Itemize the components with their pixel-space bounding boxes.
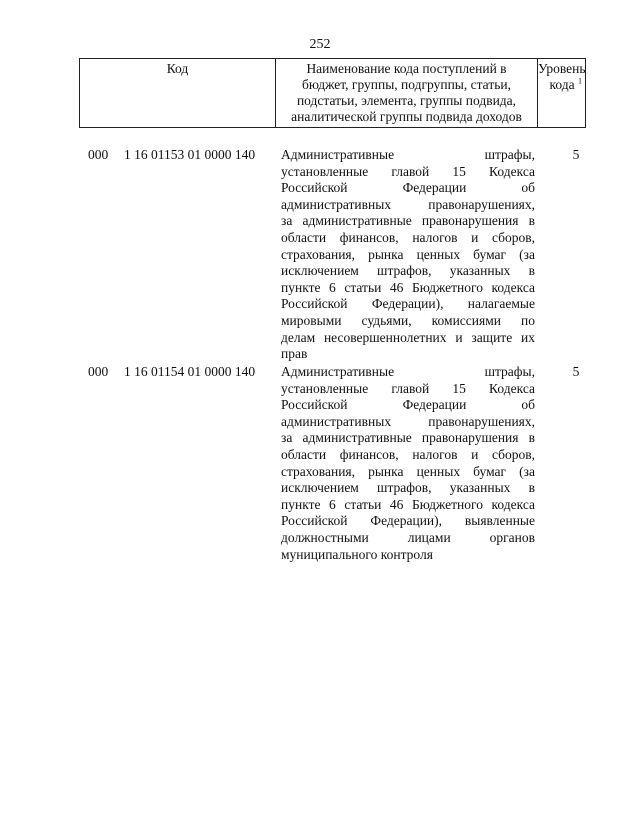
description-line: страхования, рынка ценных бумаг (за — [281, 246, 535, 262]
budget-code: 1 16 01154 01 0000 140 — [124, 364, 256, 379]
description-line: административных правонарушениях, — [281, 196, 535, 212]
description-line: Административные штрафы, — [281, 147, 535, 162]
description-line: пункте 6 статьи 46 Бюджетного кодекса — [281, 279, 535, 295]
description-line: Российской Федерации), налагаемые — [281, 296, 535, 312]
description-line: за административные правонарушения в — [281, 213, 535, 229]
header-name-line: бюджет, группы, подгруппы, статьи, — [302, 77, 511, 92]
description-line: должностными лицами органов — [281, 529, 535, 545]
description-line: установленные главой 15 Кодекса — [281, 163, 535, 179]
admin-code: 000 — [88, 147, 109, 162]
description-line: исключением штрафов, указанных в — [281, 263, 535, 279]
level-value: 5 — [572, 364, 580, 379]
admin-code: 000 — [88, 364, 109, 379]
description-line: Административные штрафы, — [281, 364, 535, 379]
footnote-marker: 1 — [578, 76, 582, 86]
description — [281, 147, 535, 363]
header-code-cell — [80, 59, 276, 127]
description-line: установленные главой 15 Кодекса — [281, 380, 535, 396]
header-name-line: подстатьи, элемента, группы подвида, — [296, 93, 517, 108]
header-level-word: кода — [549, 77, 575, 92]
description-line: пункте 6 статьи 46 Бюджетного кодекса — [281, 496, 535, 512]
description-line: Российской Федерации об — [281, 180, 535, 196]
description — [281, 364, 535, 563]
header-level-label: Уровень — [538, 61, 586, 76]
description-line: области финансов, налогов и сборов, — [281, 446, 535, 462]
description-line: административных правонарушениях, — [281, 413, 535, 429]
header-code-label: Код — [166, 61, 189, 76]
page-number: 252 — [309, 37, 331, 52]
description-line: исключением штрафов, указанных в — [281, 480, 535, 496]
description-line: Российской Федерации об — [281, 397, 535, 413]
description-line: мировыми судьями, комиссиями по — [281, 312, 535, 328]
level-value: 5 — [572, 147, 580, 162]
description-line: муниципального контроля — [281, 546, 433, 562]
description-line: за административные правонарушения в — [281, 430, 535, 446]
description-line: области финансов, налогов и сборов, — [281, 229, 535, 245]
description-line: страхования, рынка ценных бумаг (за — [281, 463, 535, 479]
header-level-cell — [538, 59, 585, 127]
description-line: делам несовершеннолетних и защите их — [281, 329, 535, 345]
budget-code: 1 16 01153 01 0000 140 — [124, 147, 256, 162]
description-line: прав — [281, 346, 308, 362]
header-level-label-2 — [538, 77, 582, 93]
header-name-line: Наименование кода поступлений в — [306, 61, 507, 76]
description-line: Российской Федерации), выявленные — [281, 513, 535, 529]
header-name-cell — [276, 59, 538, 127]
header-name-line: аналитической группы подвида доходов — [291, 109, 522, 124]
table-header — [79, 58, 586, 128]
